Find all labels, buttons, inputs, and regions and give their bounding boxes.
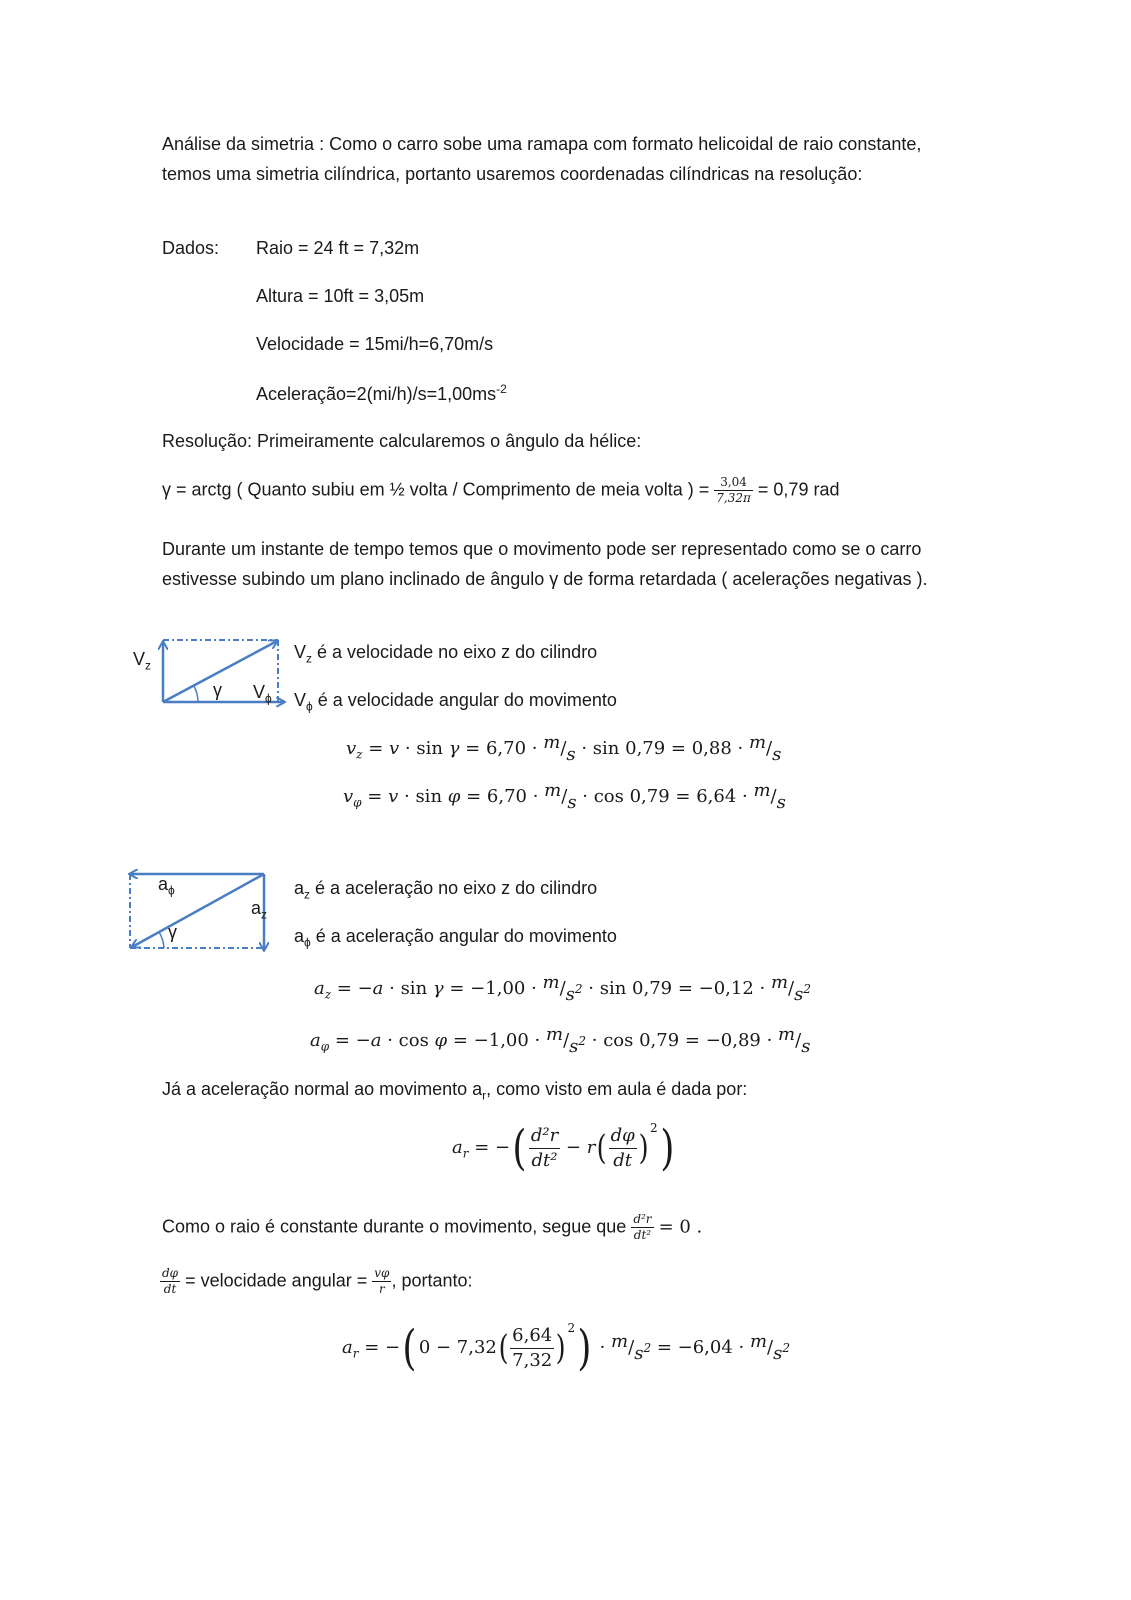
unit-ms: m/s [778,1024,811,1057]
plano-paragraph: Durante um instante de tempo temos que o movimento pode ser representado como se o carro estivesse subindo um plano inclinado de ângulo γ de forma retardada ( acelerações negativas ). [162,539,928,589]
acc-gamma-arc [159,932,164,948]
unit-ms: m/s [543,732,576,765]
normal-equation: $a_r$ = −( $\frac{\text{d²r}}{\text{dt²}}$ − r( $\frac{d\varphi}{dt}$ ) $^2$) [452,1120,675,1176]
dados-label: Dados: [162,238,220,258]
unit-ms2: $m/s^2$ [546,1024,587,1057]
unit-ms: m/s [753,780,786,813]
resolucao-intro: Resolução: Primeiramente calcularemos o ângulo da hélice: [162,431,642,451]
gamma-arc [194,686,198,702]
unit-ms: m/s [748,732,782,765]
aphi-description: $a_\phi$ é a aceleração angular do movimento [294,926,617,950]
az-diagram-label: $a_z$ [251,898,268,922]
aphi-diagram-label: $a_\phi$ [158,874,175,898]
unit-ms: m/s [544,780,577,813]
dphi-dt-fraction: $\frac{d\varphi}{dt}$ [610,1124,635,1171]
altura-line: Altura = 10ft = 3,05m [256,286,425,306]
gamma-equation: γ = arctg ( Quanto subiu em ½ volta / Comprimento de meia volta ) = $\frac{3,04}{7,32\pi}$ = 0,79 rad [162,475,840,505]
velocity-diagram [120,632,300,722]
a-arrow [132,874,264,947]
angular-line: $\frac{d\varphi}{dt}$ = velocidade angular = $\frac{v\varphi}{r}$ , portanto: [162,1266,473,1296]
velocidade-line: Velocidade = 15mi/h=6,70m/s [256,334,494,354]
vphi-description: $V_\phi$ é a velocidade angular do movimento [294,690,617,714]
aphi-equation: $a_\varphi = -a \cdot \cos \varphi = -1,00 \cdot m/s^2 \cdot \cos 0,79 = -0,89 \cdot m/s$ [310,1024,811,1057]
az-description: $a_z$ é a aceleração no eixo z do cilindro [294,878,598,902]
final-equation: $a_r$ = −( 0 − 7,32( $\frac{6,64}{7,32}$ ) $^2) \cdot m/s^2 = -6,04 \cdot m/s^2$ [342,1320,790,1376]
vphi-over-r-fraction: $\frac{6,64}{7,32}$ [512,1324,553,1371]
dphi-fraction: $\frac{d\varphi}{dt}$ [162,1266,179,1296]
unit-ms2: $m/s^2$ [770,972,812,1005]
unit-ms2: $m/s^2$ [542,972,583,1005]
vphi-r-fraction: $\frac{v\varphi}{r}$ [374,1266,390,1296]
raio-line: Raio = 24 ft = 7,32m [256,238,420,258]
constante-line: Como o raio é constante durante o movimento, segue que $\frac{\text{d²r}}{\text{dt²}}$ = 0 . [162,1212,703,1242]
az-equation: $a_z = -a \cdot \sin \gamma = -1,00 \cdot m/s^2 \cdot \sin 0,79 = -0,12 \cdot m/s^2$ [314,972,812,1005]
d2r-fraction: $\frac{\text{d²r}}{\text{dt²}}$ [633,1212,652,1242]
acc-gamma-label: γ [168,922,177,942]
intro-paragraph: Análise da simetria : Como o carro sobe uma ramapa com formato helicoidal de raio constante, temos uma simetria cilíndrica, portanto usaremos coordenadas cilíndricas na resolução: [162,134,922,184]
normal-intro: Já a aceleração normal ao movimento $a_r$, como visto em aula é dada por: [162,1079,748,1103]
vz-description: $V_z$ é a velocidade no eixo z do cilindro [294,642,598,666]
d2r-dt2-fraction: $\frac{\text{d²r}}{\text{dt²}}$ [530,1124,559,1171]
vel-gamma-label: γ [213,680,222,700]
unit-ms2: $m/s^2$ [749,1331,790,1364]
vz-equation: $v_z = v \cdot \sin \gamma = 6,70 \cdot m/s \cdot \sin 0,79 = 0,88 \cdot m/s$ [346,732,782,765]
vz-label: $V_z$ [133,649,152,673]
vphi-label: $V_\phi$ [253,682,272,706]
vphi-equation: $v_\varphi = v \cdot \sin \varphi = 6,70 \cdot m/s \cdot \cos 0,79 = 6,64 \cdot m/s$ [343,780,786,813]
gamma-fraction: $\frac{3,04}{7,32\pi}$ [716,475,751,505]
aceleracao-line: $Aceleração=2(mi/h)/s=1,00ms^{-2}$ [256,382,507,404]
unit-ms2: $m/s^2$ [611,1331,652,1364]
